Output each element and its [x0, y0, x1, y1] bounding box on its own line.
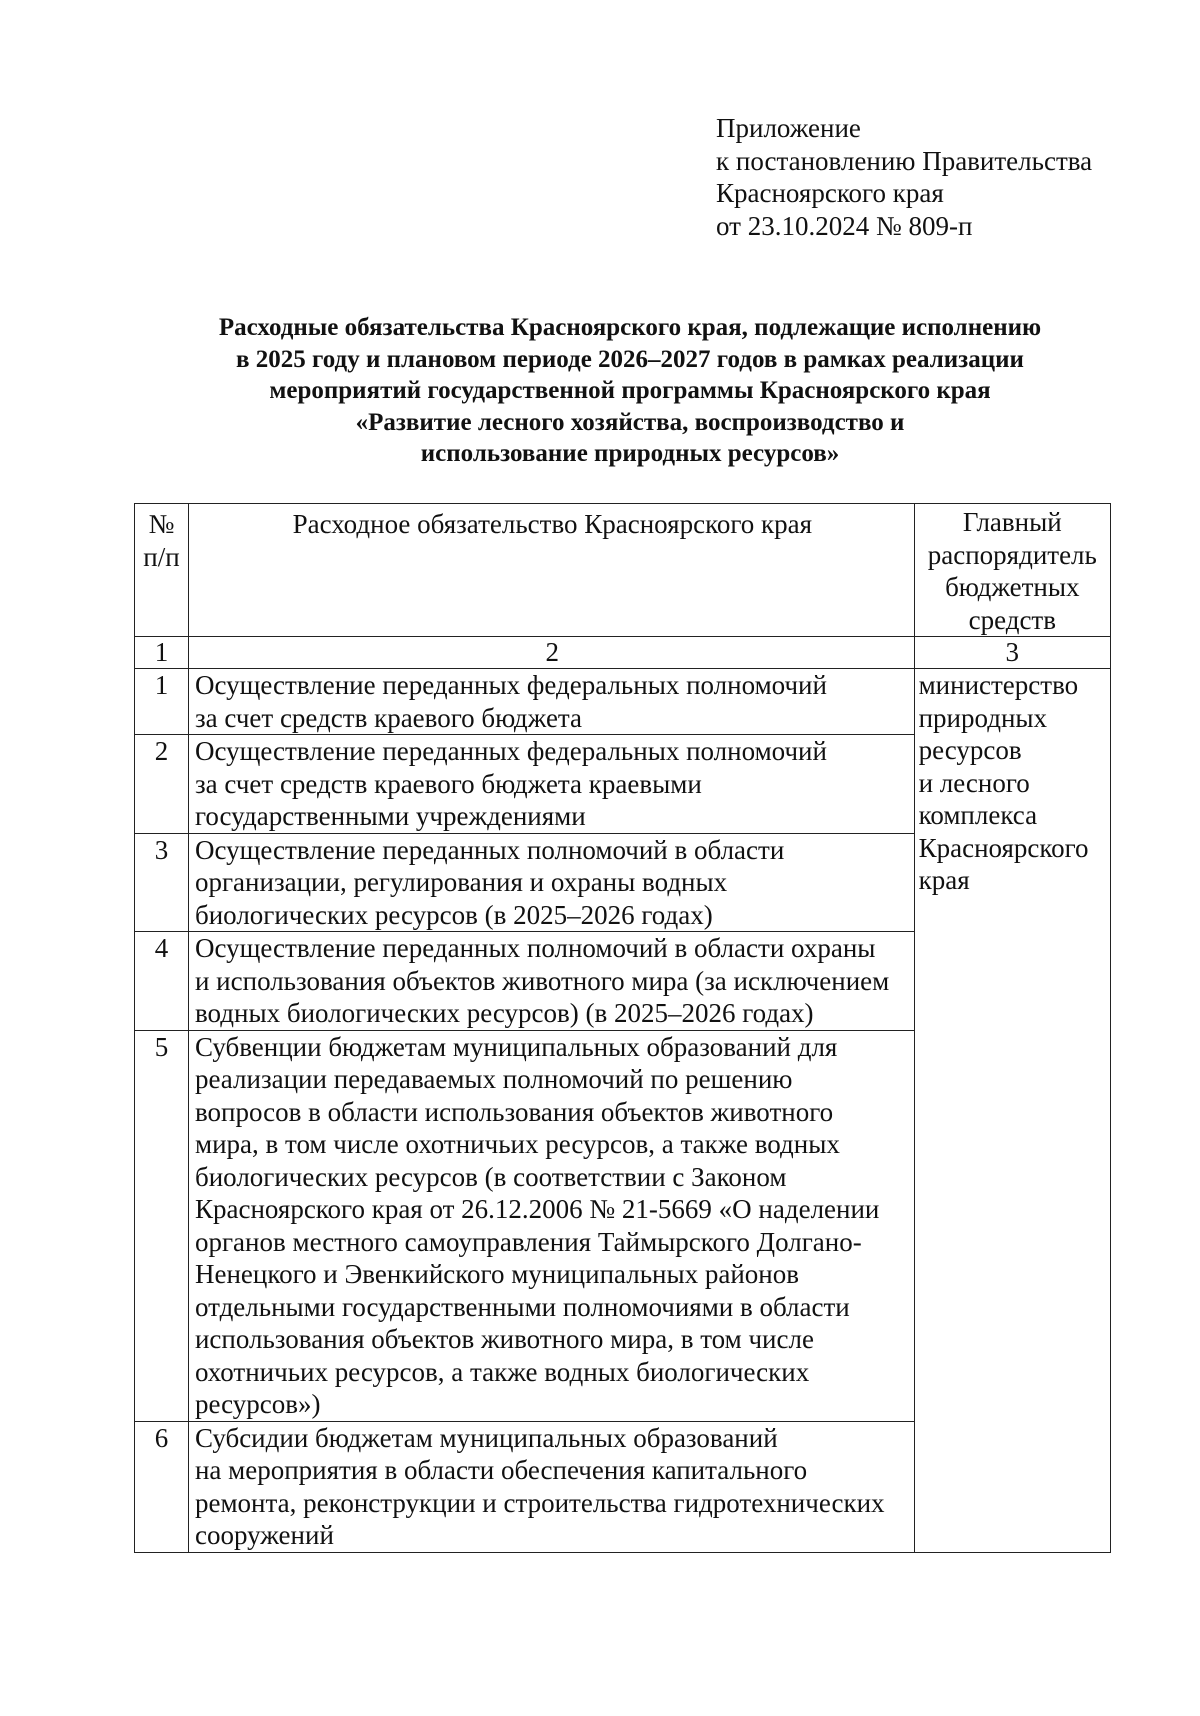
obligation-line: Красноярского края от 26.12.2006 № 21-5669 «О наделении [194, 1194, 880, 1224]
column-number: 3 [914, 637, 1110, 669]
obligation-line: и использования объектов животного мира (за исключением [194, 965, 890, 996]
row-number: 6 [135, 1421, 189, 1552]
obligation-line: отдельными государственными полномочиями в области [194, 1291, 850, 1322]
row-obligation [188, 1030, 914, 1421]
header-text: № [148, 509, 175, 539]
obligation-line: биологических ресурсов (в 2025–2026 годах) [194, 899, 713, 930]
title-line: Расходные обязательства Красноярского края, подлежащие исполнению [218, 314, 1042, 341]
responsible-line: и лесного [918, 767, 1030, 798]
title-line: «Развитие лесного хозяйства, воспроизводство и [355, 408, 905, 436]
header-responsible [914, 504, 1110, 637]
obligation-line: государственными учреждениями [194, 801, 586, 831]
appendix-block [716, 112, 1092, 242]
appendix-line: Красноярского края [716, 178, 944, 208]
obligation-line: использования объектов животного мира, в том числе [194, 1324, 814, 1354]
table-row [135, 669, 1111, 735]
obligation-line: биологических ресурсов (в соответствии с Законом [194, 1161, 787, 1192]
obligation-line: ресурсов») [194, 1389, 321, 1419]
row-number: 4 [135, 932, 189, 1031]
header-text: бюджетных [945, 572, 1080, 602]
obligation-line: Осуществление переданных полномочий в области [194, 834, 785, 865]
obligation-line: охотничьих ресурсов, а также водных биологических [194, 1356, 810, 1387]
header-text: Расходное обязательство Красноярского края [292, 509, 812, 539]
responsible-line: природных [918, 702, 1048, 733]
row-number: 1 [135, 669, 189, 735]
header-text: п/п [143, 541, 180, 572]
obligations-table [134, 503, 1111, 1553]
title-line: мероприятий государственной программы Красноярского края [269, 377, 991, 404]
header-number [135, 504, 189, 637]
appendix-line: от 23.10.2024 № 809-п [716, 210, 973, 241]
obligation-line: реализации передаваемых полномочий по решению [194, 1064, 793, 1094]
responsible-line: края [918, 865, 970, 895]
document-title [0, 312, 1200, 470]
column-number: 2 [188, 637, 914, 669]
obligation-line: органов местного самоуправления Таймырского Долгано- [194, 1226, 862, 1257]
obligation-line: Осуществление переданных федеральных полномочий [194, 736, 827, 766]
appendix-line: Приложение [716, 113, 861, 143]
obligation-line: Субвенции бюджетам муниципальных образований для [194, 1031, 838, 1062]
obligation-line: организации, регулирования и охраны водных [194, 867, 728, 897]
header-text: Главный [962, 507, 1062, 537]
obligation-line: вопросов в области использования объектов животного [194, 1096, 834, 1127]
row-number: 2 [135, 735, 189, 834]
header-text: средств [968, 604, 1056, 635]
obligation-line: мира, в том числе охотничьих ресурсов, а также водных [194, 1129, 840, 1159]
obligation-line: ремонта, реконструкции и строительства гидротехнических [194, 1487, 885, 1518]
row-obligation [188, 1421, 914, 1552]
responsible-line: Красноярского [918, 832, 1089, 863]
responsible-body [914, 669, 1110, 1553]
header-text: распорядитель [927, 539, 1097, 570]
obligation-line: водных биологических ресурсов) (в 2025–2026 годах) [194, 998, 814, 1028]
obligation-line: Субсидии бюджетам муниципальных образований [194, 1422, 778, 1453]
obligation-line: Ненецкого и Эвенкийского муниципальных районов [194, 1259, 800, 1289]
obligation-line: Осуществление переданных полномочий в области охраны [194, 933, 876, 963]
title-line: в 2025 году и плановом периоде 2026–2027 годов в рамках реализации [236, 345, 1024, 373]
responsible-line: ресурсов [918, 735, 1022, 765]
header-obligation [188, 504, 914, 637]
obligation-line: за счет средств краевого бюджета краевыми [194, 768, 702, 799]
row-obligation [188, 932, 914, 1031]
column-number: 1 [135, 637, 189, 669]
table-header-row [135, 504, 1111, 637]
obligation-line: Осуществление переданных федеральных полномочий [194, 670, 827, 700]
responsible-line: министерство [918, 670, 1079, 700]
row-obligation [188, 735, 914, 834]
column-number-row [135, 637, 1111, 669]
row-number: 3 [135, 833, 189, 932]
responsible-line: комплекса [918, 800, 1038, 830]
row-obligation [188, 669, 914, 735]
obligation-line: сооружений [194, 1520, 334, 1550]
appendix-line: к постановлению Правительства [716, 145, 1093, 176]
obligation-line: на мероприятия в области обеспечения капитального [194, 1455, 808, 1485]
obligation-line: за счет средств краевого бюджета [194, 702, 583, 733]
title-line: использование природных ресурсов» [420, 440, 840, 467]
row-number: 5 [135, 1030, 189, 1421]
row-obligation [188, 833, 914, 932]
